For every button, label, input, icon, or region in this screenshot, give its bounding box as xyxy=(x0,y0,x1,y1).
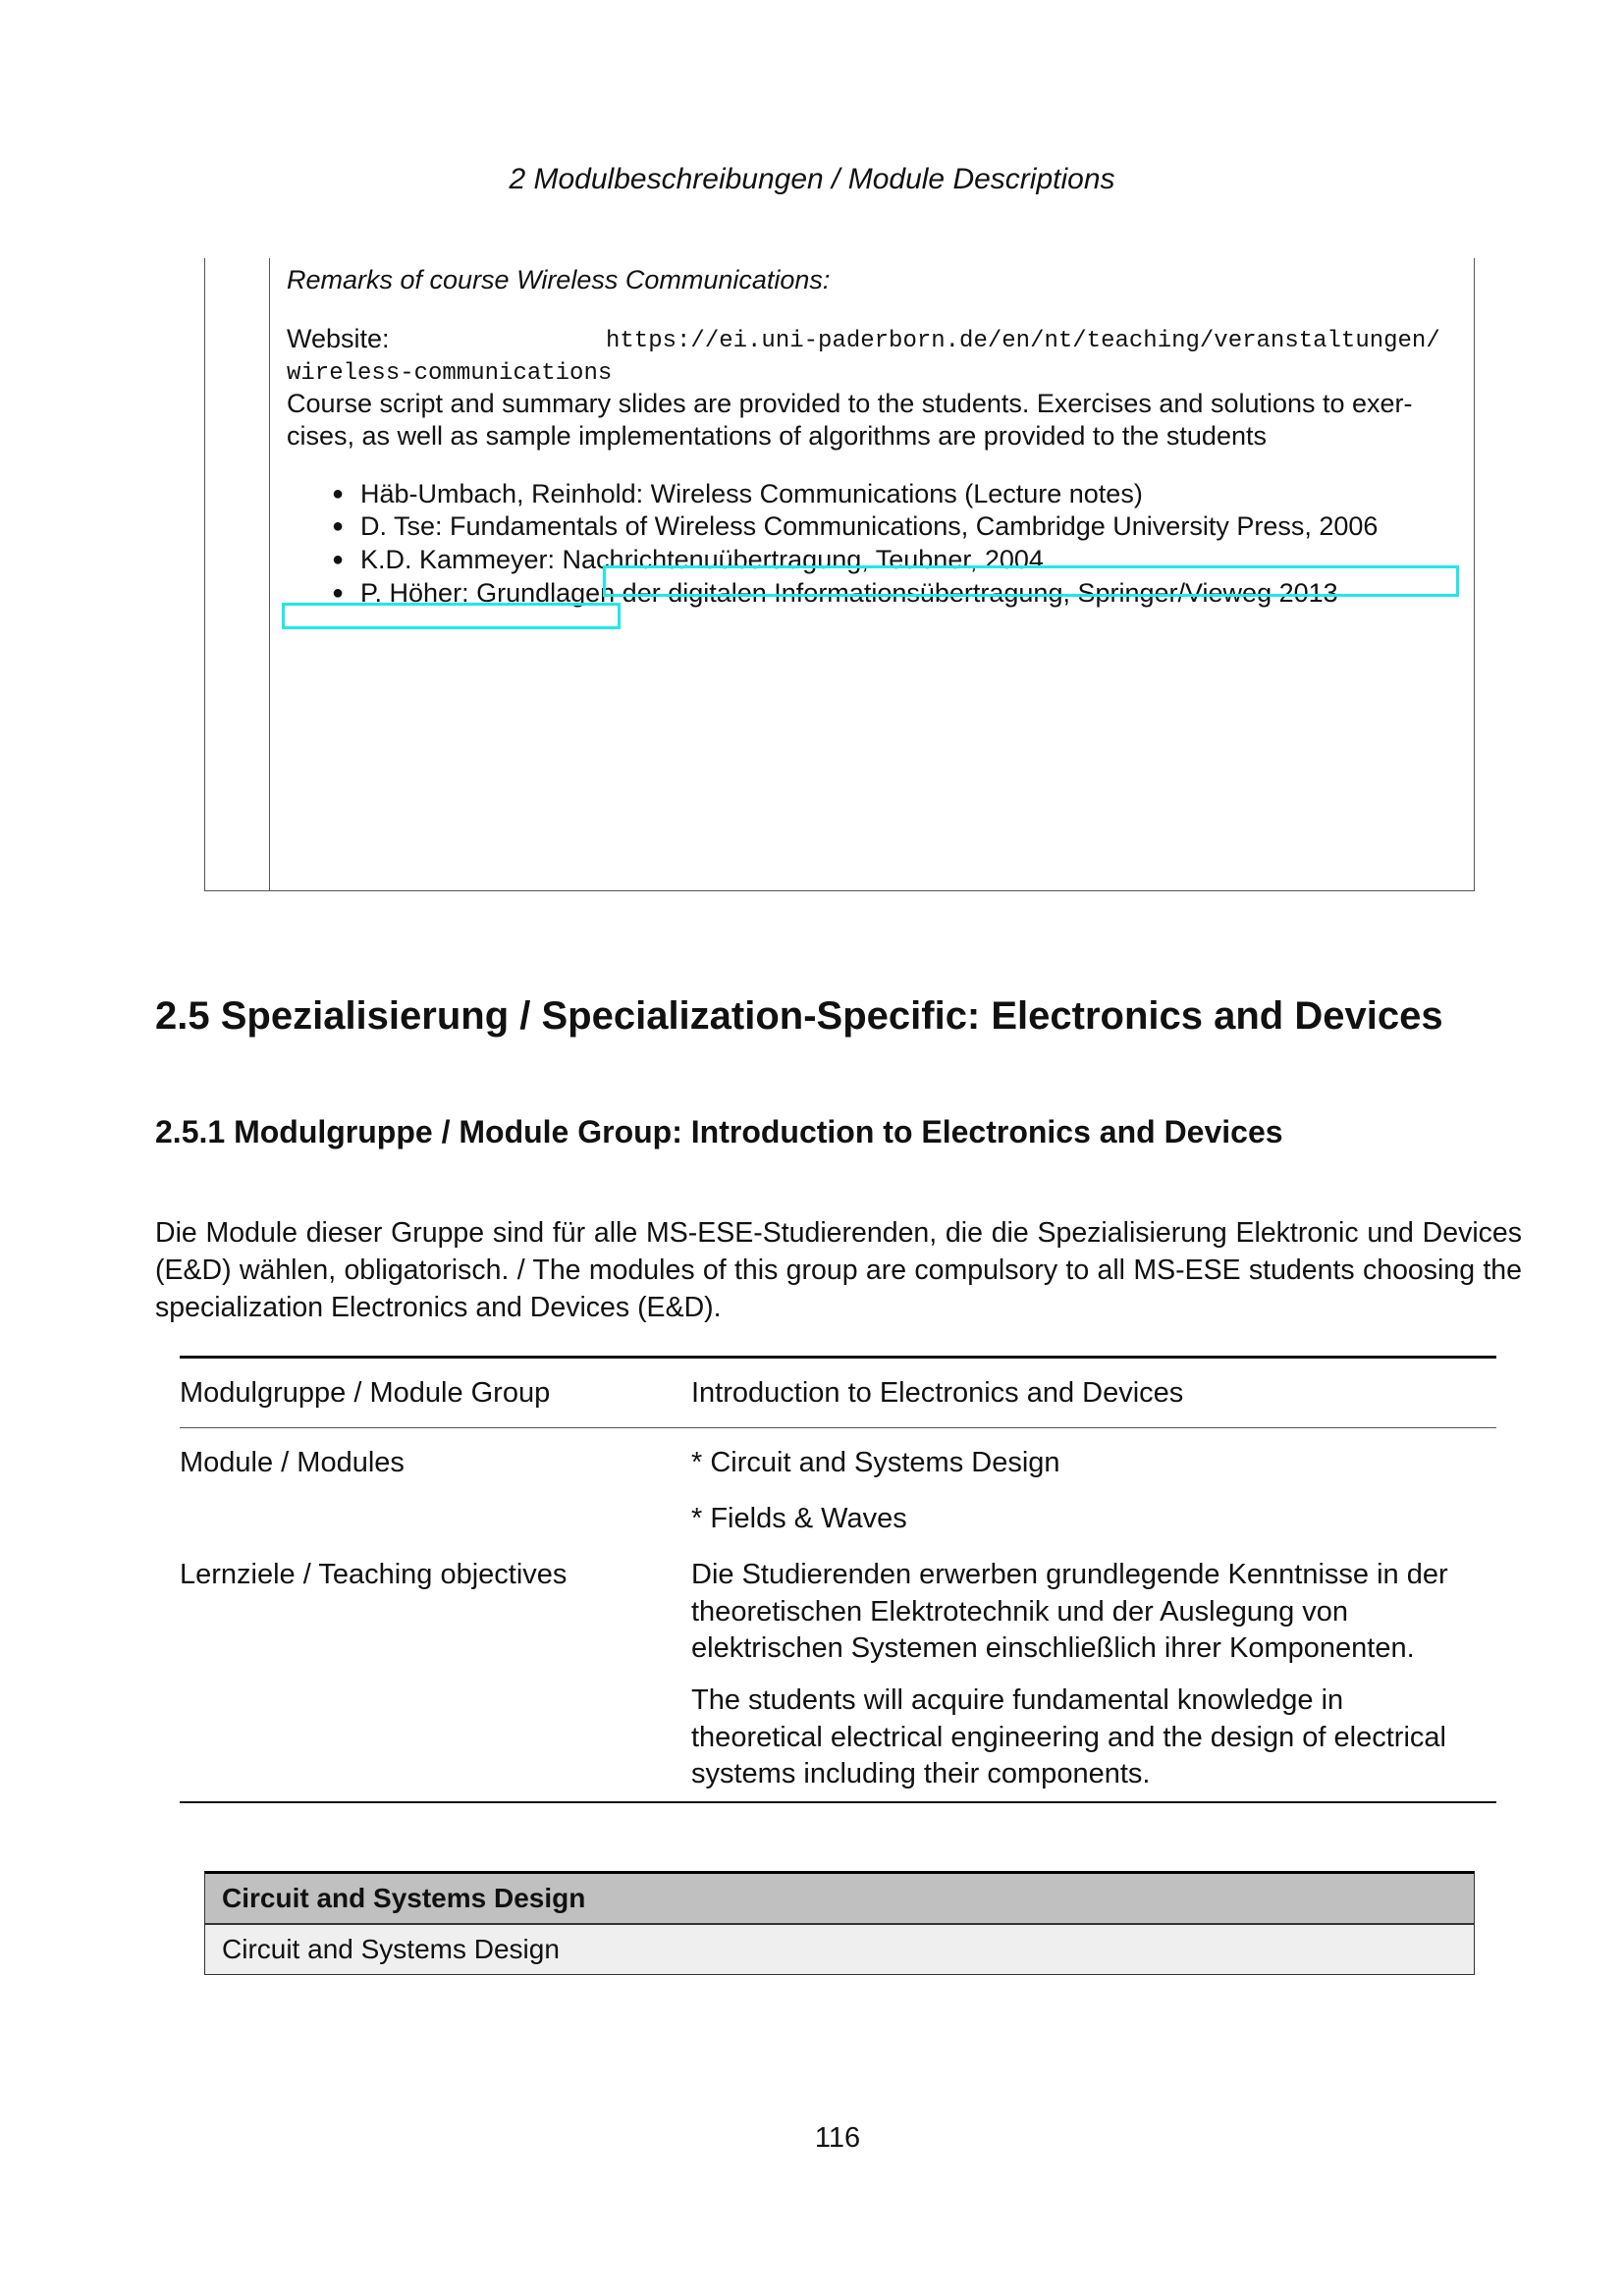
box-divider xyxy=(269,258,270,890)
highlight-box xyxy=(282,603,621,629)
objectives-en-line: The students will acquire fundamental knowledge in xyxy=(691,1684,1344,1716)
table-mid-rule xyxy=(180,1427,1496,1428)
objectives-label: Lernziele / Teaching objectives xyxy=(180,1559,568,1590)
bullet-icon: ● xyxy=(332,483,345,505)
intro-paragraph: Die Module dieser Gruppe sind für alle MS-ESE-Studierenden, die die Spezialisierung Elektronic und Devices (E&D) wählen, obligatorisch. / The modules of this group are compulsory to all MS-ESE students choosing the specialization Electronics and Devices (E&D). xyxy=(155,1217,1522,1323)
module-item: * Circuit and Systems Design xyxy=(691,1447,1060,1478)
literature-item: P. Höher: Grundlagen der digitalen Informationsübertragung, Springer/Vieweg 2013 xyxy=(360,578,1338,608)
objectives-en-line: systems including their components. xyxy=(691,1758,1151,1789)
module-table-row: Circuit and Systems Design xyxy=(205,1925,1474,1974)
website-label: Website: xyxy=(287,324,390,353)
literature-item: Häb-Umbach, Reinhold: Wireless Communications (Lecture notes) xyxy=(360,479,1143,508)
bullet-icon: ● xyxy=(332,549,345,570)
group-value: Introduction to Electronics and Devices xyxy=(691,1377,1184,1409)
objectives-en-line: theoretical electrical engineering and the design of electrical xyxy=(691,1722,1446,1753)
literature-item: D. Tse: Fundamentals of Wireless Communications, Cambridge University Press, 2006 xyxy=(360,511,1379,541)
website-url-part1[interactable]: https://ei.uni-paderborn.de/en/nt/teaching/veranstaltungen/ xyxy=(606,328,1440,354)
modules-label: Module / Modules xyxy=(180,1447,405,1478)
website-url-part2[interactable]: wireless-communications xyxy=(287,360,613,387)
module-item: * Fields & Waves xyxy=(691,1503,907,1534)
bullet-icon: ● xyxy=(332,515,345,537)
module-table-header: Circuit and Systems Design xyxy=(205,1874,1474,1925)
literature-item: K.D. Kammeyer: Nachrichtenuübertragung, Teubner, 2004 xyxy=(360,545,1044,574)
module-table xyxy=(204,1871,1475,1975)
remarks-text-line2: cises, as well as sample implementations of algorithms are provided to the students xyxy=(287,421,1267,451)
group-label: Modulgruppe / Module Group xyxy=(180,1377,551,1409)
objectives-de-line: Die Studierenden erwerben grundlegende Kenntnisse in der xyxy=(691,1559,1448,1590)
table-top-rule xyxy=(180,1356,1496,1359)
bullet-icon: ● xyxy=(332,582,345,604)
objectives-de-line: elektrischen Systemen einschließlich ihrer Komponenten. xyxy=(691,1632,1415,1664)
remarks-text-line1: Course script and summary slides are provided to the students. Exercises and solutions to exer- xyxy=(287,389,1413,418)
highlight-box xyxy=(603,565,1459,597)
remarks-title: Remarks of course Wireless Communications: xyxy=(287,265,831,294)
table-bottom-rule xyxy=(180,1801,1496,1803)
subsection-heading: 2.5.1 Modulgruppe / Module Group: Introduction to Electronics and Devices xyxy=(155,1114,1283,1149)
running-header: 2 Modulbeschreibungen / Module Descriptions xyxy=(509,163,1115,195)
section-heading: 2.5 Spezialisierung / Specialization-Specific: Electronics and Devices xyxy=(155,994,1443,1038)
page-number: 116 xyxy=(814,2122,861,2154)
objectives-de-line: theoretischen Elektrotechnik und der Auslegung von xyxy=(691,1596,1349,1628)
